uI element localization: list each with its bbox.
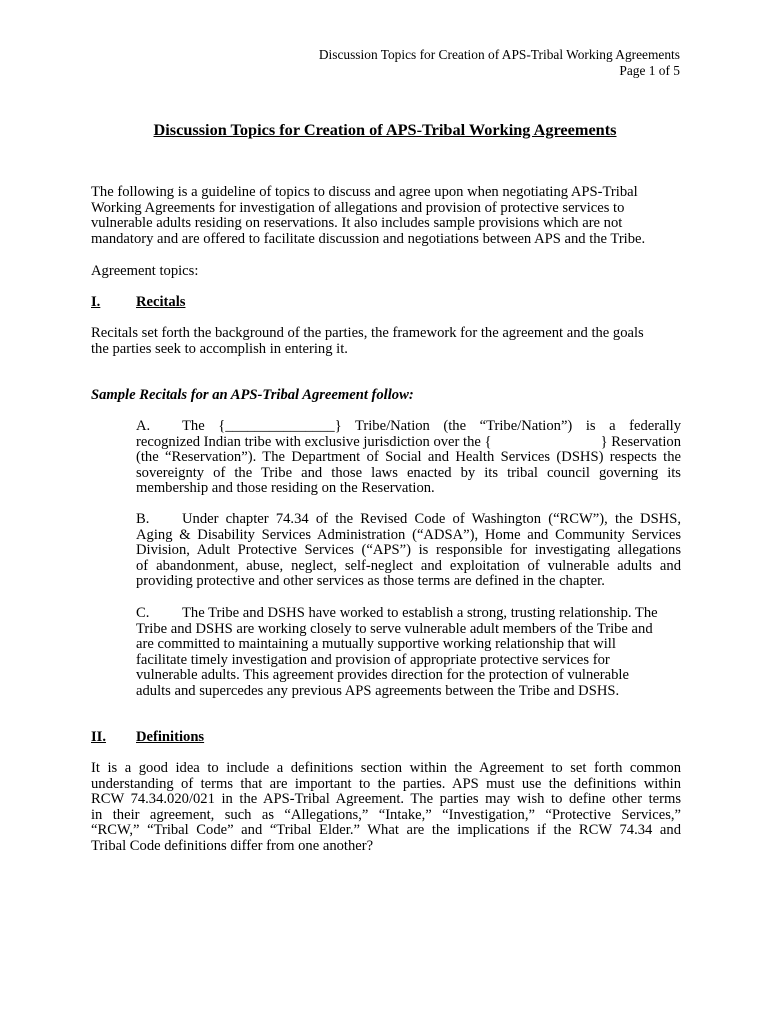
recital-a	[136, 419, 681, 497]
paragraph-line: C. The Tribe and DSHS have worked to establish a strong, trusting relationship. The	[136, 605, 658, 621]
paragraph-line: Aging & Disability Services Administration (“ADSA”), Home and Community Services	[136, 527, 681, 543]
recitals-paragraph	[91, 326, 681, 357]
paragraph-line: facilitate timely investigation and provision of appropriate protective services for	[136, 651, 610, 668]
paragraph-line: Tribe and DSHS are working closely to serve vulnerable adult members of the Tribe and	[136, 620, 653, 637]
recital-label: A.	[136, 419, 151, 434]
page-number: Page 1 of 5	[619, 62, 680, 78]
paragraph-line: providing protective and other services as those terms are defined in the chapter.	[136, 573, 605, 590]
intro-paragraph	[91, 185, 681, 247]
document-title: Discussion Topics for Creation of APS-Tribal Working Agreements	[153, 120, 617, 139]
paragraph-line: understanding of terms that are important to the parties. APS must use the definitions within	[91, 776, 681, 792]
agreement-topics-label: Agreement topics:	[91, 263, 199, 279]
intro-line: Working Agreements for investigation of allegations and provision of protective services to	[91, 199, 625, 216]
paragraph-line: RCW 74.34.020/021 in the APS-Tribal Agreement. The parties may wish to define other terms	[91, 792, 681, 808]
header-title: Discussion Topics for Creation of APS-Tribal Working Agreements	[318, 47, 680, 62]
paragraph-line: membership and those residing on the Reservation.	[136, 480, 435, 497]
recital-c	[136, 606, 681, 700]
paragraph-line: the parties seek to accomplish in entering it.	[91, 340, 348, 357]
section-label: Definitions	[136, 729, 205, 745]
paragraph-line: Division, Adult Protective Services (“APS”) is responsible for investigating allegations	[136, 543, 681, 559]
intro-line: The following is a guideline of topics to discuss and agree upon when negotiating APS-Tribal	[91, 184, 638, 200]
paragraph-line: (the “Reservation”). The Department of Social and Health Services (DSHS) respects the	[136, 450, 681, 466]
running-header	[319, 47, 680, 78]
paragraph-line: Tribal Code definitions differ from one another?	[91, 837, 374, 854]
paragraph-line: sovereignty of the Tribe and those laws enacted by its tribal council governing its	[136, 465, 681, 481]
paragraph-line: A. The {_______________} Tribe/Nation (the “Tribe/Nation”) is a federally	[136, 419, 681, 434]
section-number: I.	[91, 294, 101, 310]
section-heading-definitions	[91, 730, 681, 746]
paragraph-line: recognized Indian tribe with exclusive jurisdiction over the { } Reservation	[136, 433, 681, 450]
paragraph-line: in their agreement, such as “Allegations,” “Intake,” “Investigation,” “Protective Services,”	[91, 807, 681, 823]
paragraph-line: are committed to maintaining a mutually supportive working relationship that will	[136, 636, 616, 653]
section-number: II.	[91, 729, 107, 745]
recital-b	[136, 512, 681, 590]
recital-label: B.	[136, 512, 150, 527]
definitions-paragraph	[91, 761, 681, 855]
paragraph-line: Recitals set forth the background of the parties, the framework for the agreement and the goals	[91, 325, 644, 341]
section-heading-recitals	[91, 295, 681, 311]
section-label: Recitals	[136, 294, 186, 310]
intro-line: vulnerable adults residing on reservations. It also includes sample provisions which are not	[91, 215, 623, 232]
paragraph-line: “RCW,” “Tribal Code” and “Tribal Elder.” What are the implications if the RCW 74.34 and	[91, 823, 681, 839]
paragraph-line: adults and supercedes any previous APS agreements between the Tribe and DSHS.	[136, 682, 620, 699]
paragraph-line: of abandonment, abuse, neglect, self-neglect and exploitation of vulnerable adults and	[136, 558, 681, 574]
sample-recitals-heading: Sample Recitals for an APS-Tribal Agreement follow:	[91, 387, 414, 403]
intro-line: mandatory and are offered to facilitate discussion and negotiations between APS and the Tribe.	[91, 230, 646, 247]
paragraph-line: It is a good idea to include a definitions section within the Agreement to set forth common	[91, 761, 681, 776]
recital-label: C.	[136, 605, 150, 621]
paragraph-line: vulnerable adults. This agreement provides direction for the protection of vulnerable	[136, 667, 629, 684]
paragraph-line: B. Under chapter 74.34 of the Revised Code of Washington (“RCW”), the DSHS,	[136, 512, 681, 527]
